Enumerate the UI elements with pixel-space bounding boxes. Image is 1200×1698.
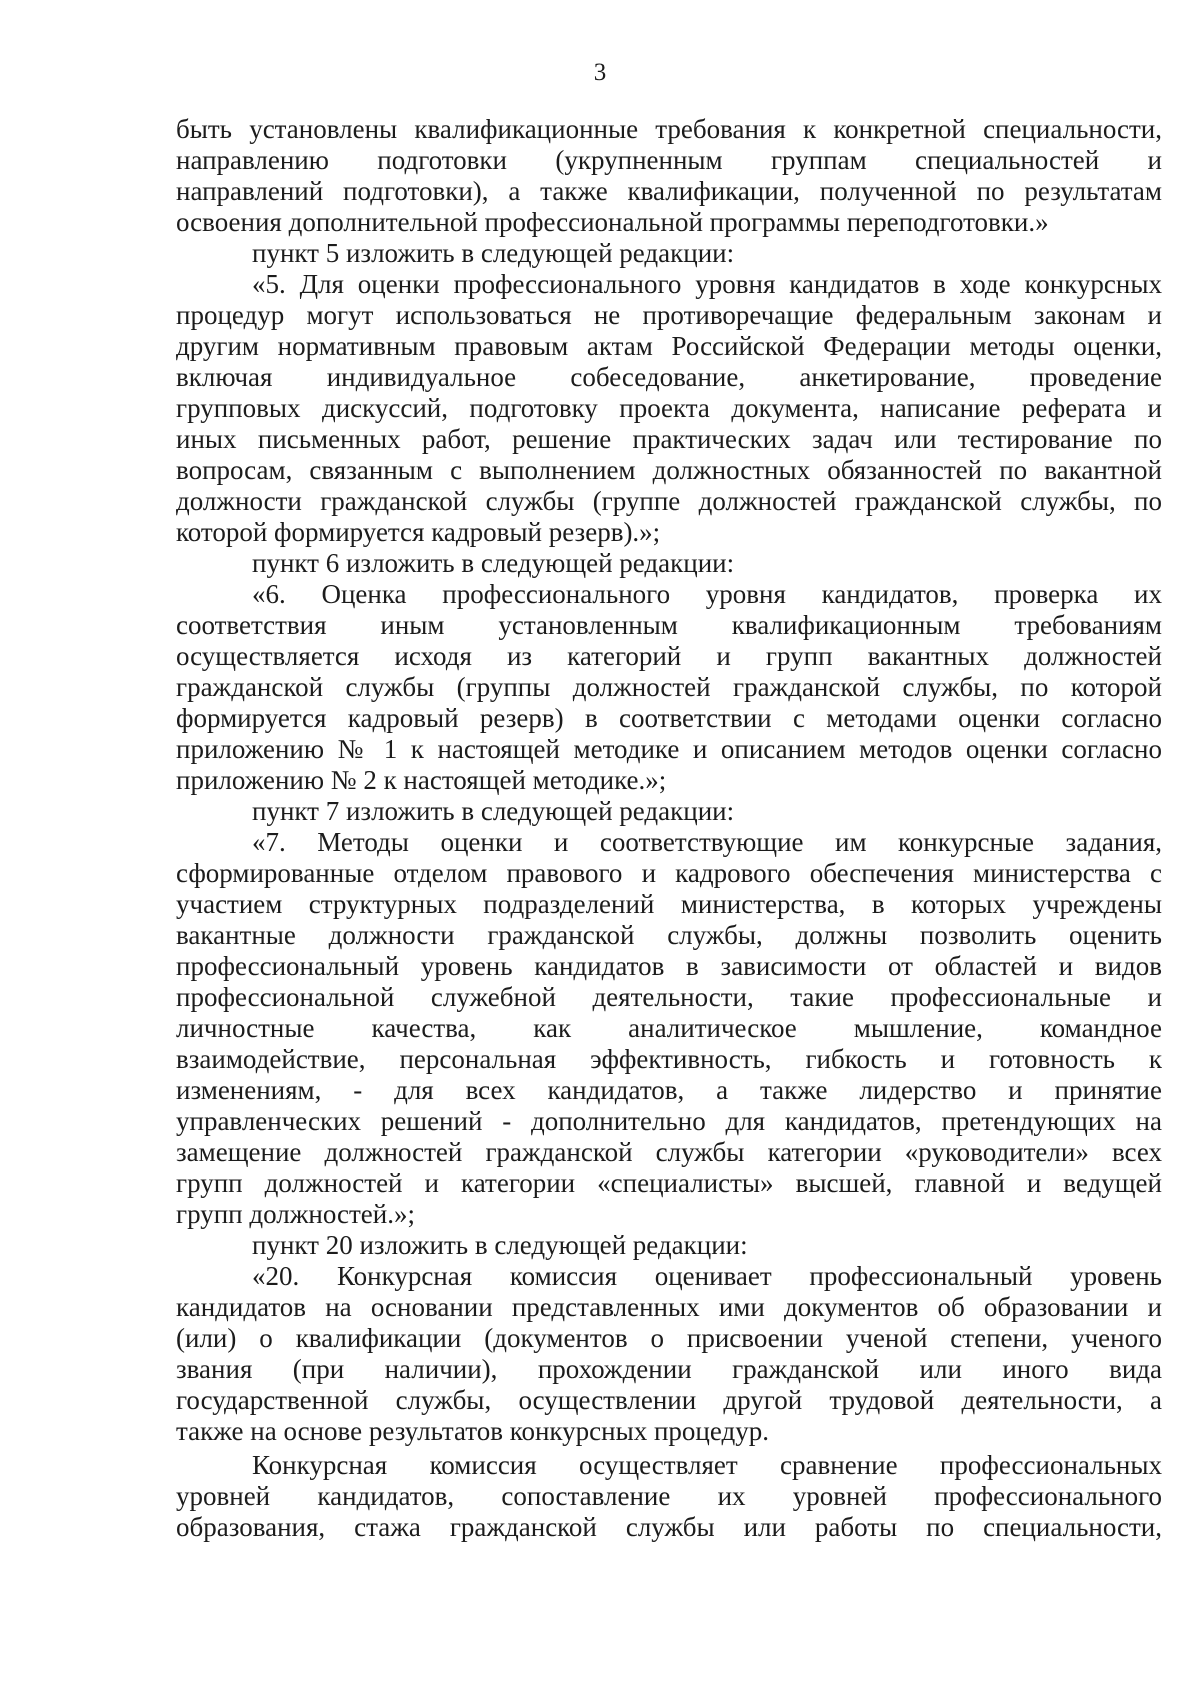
text-line: соответствия иным установленным квалификационным требованиям: [176, 610, 1162, 640]
text-line: звания (при наличии), прохождении гражданской или иного вида: [176, 1354, 1162, 1384]
text-line: (или) о квалификации (документов о присвоении ученой степени, ученого: [176, 1323, 1162, 1353]
text-line: управленческих решений - дополнительно для кандидатов, претендующих на: [176, 1106, 1162, 1136]
text-line: «20. Конкурсная комиссия оценивает профессиональный уровень: [252, 1261, 1162, 1291]
text-line: которой формируется кадровый резерв).»;: [176, 517, 661, 547]
text-line: направлению подготовки (укрупненным группам специальностей и: [176, 145, 1162, 175]
text-line: вопросам, связанным с выполнением должностных обязанностей по вакантной: [176, 455, 1162, 485]
text-line: процедур могут использоваться не противоречащие федеральным законам и: [176, 300, 1162, 330]
text-line: групповых дискуссий, подготовку проекта документа, написание реферата и: [176, 393, 1162, 423]
text-line: сформированные отделом правового и кадрового обеспечения министерства с: [176, 858, 1162, 888]
text-line: Конкурсная комиссия осуществляет сравнение профессиональных: [252, 1450, 1162, 1480]
text-line: образования, стажа гражданской службы или работы по специальности,: [176, 1512, 1162, 1542]
text-line: личностные качества, как аналитическое мышление, командное: [176, 1013, 1162, 1043]
text-line: формируется кадровый резерв) в соответствии с методами оценки согласно: [176, 703, 1162, 733]
text-line: пункт 6 изложить в следующей редакции:: [252, 548, 735, 578]
text-line: включая индивидуальное собеседование, анкетирование, проведение: [176, 362, 1162, 392]
text-line: осуществляется исходя из категорий и групп вакантных должностей: [176, 641, 1162, 671]
text-line: уровней кандидатов, сопоставление их уровней профессионального: [176, 1481, 1162, 1511]
text-line: гражданской службы (группы должностей гражданской службы, по которой: [176, 672, 1162, 702]
text-line: пункт 20 изложить в следующей редакции:: [252, 1230, 748, 1260]
text-line: кандидатов на основании представленных ими документов об образовании и: [176, 1292, 1162, 1322]
text-line: участием структурных подразделений министерства, в которых учреждены: [176, 889, 1162, 919]
text-line: направлений подготовки), а также квалификации, полученной по результатам: [176, 176, 1162, 206]
text-line: приложению № 1 к настоящей методике и описанием методов оценки согласно: [176, 734, 1162, 764]
text-line: освоения дополнительной профессиональной программы переподготовки.»: [176, 207, 1049, 237]
text-line: профессиональной служебной деятельности, такие профессиональные и: [176, 982, 1162, 1012]
text-line: замещение должностей гражданской службы категории «руководители» всех: [176, 1137, 1162, 1167]
text-line: приложению № 2 к настоящей методике.»;: [176, 765, 667, 795]
text-line: пункт 7 изложить в следующей редакции:: [252, 796, 735, 826]
page-number: 3: [593, 59, 607, 86]
text-line: изменениям, - для всех кандидатов, а также лидерство и принятие: [176, 1075, 1162, 1105]
text-line: «7. Методы оценки и соответствующие им конкурсные задания,: [252, 827, 1162, 857]
text-line: профессиональный уровень кандидатов в зависимости от областей и видов: [176, 951, 1162, 981]
text-line: также на основе результатов конкурсных процедур.: [176, 1416, 769, 1446]
text-line: групп должностей и категории «специалисты» высшей, главной и ведущей: [176, 1168, 1162, 1198]
text-line: государственной службы, осуществлении другой трудовой деятельности, а: [176, 1385, 1162, 1415]
text-line: должности гражданской службы (группе должностей гражданской службы, по: [176, 486, 1162, 516]
text-line: пункт 5 изложить в следующей редакции:: [252, 238, 735, 268]
text-line: «6. Оценка профессионального уровня кандидатов, проверка их: [252, 579, 1162, 609]
text-line: иных письменных работ, решение практических задач или тестирование по: [176, 424, 1162, 454]
text-line: вакантные должности гражданской службы, должны позволить оценить: [176, 920, 1162, 950]
text-line: «5. Для оценки профессионального уровня кандидатов в ходе конкурсных: [252, 269, 1162, 299]
text-line: быть установлены квалификационные требования к конкретной специальности,: [176, 114, 1162, 144]
text-line: другим нормативным правовым актам Российской Федерации методы оценки,: [176, 331, 1162, 361]
text-line: групп должностей.»;: [176, 1199, 415, 1229]
text-line: взаимодействие, персональная эффективность, гибкость и готовность к: [176, 1044, 1162, 1074]
